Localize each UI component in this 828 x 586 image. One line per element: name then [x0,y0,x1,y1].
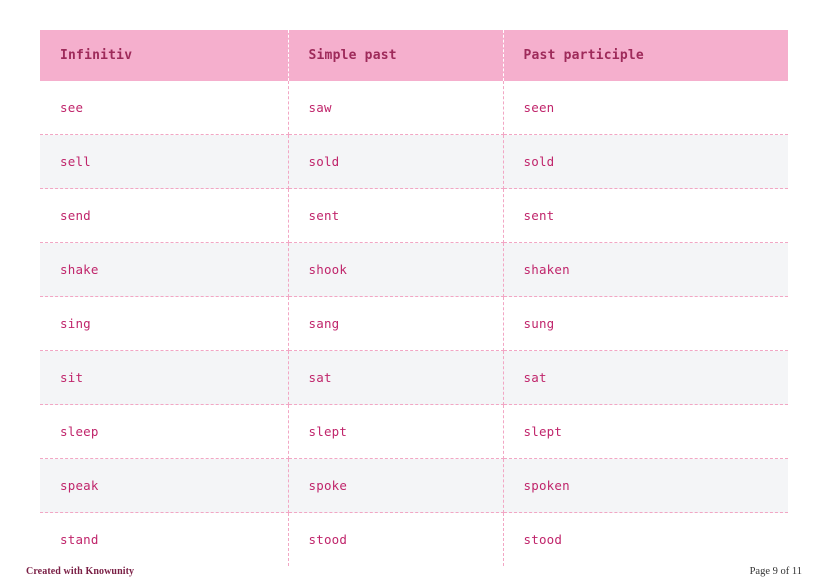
cell-past-participle: sat [503,351,788,405]
cell-past-participle: sung [503,297,788,351]
cell-past-participle: stood [503,513,788,567]
footer-credit: Created with Knowunity [26,566,135,577]
column-header-simple-past: Simple past [288,30,503,81]
column-header-infinitive: Infinitiv [40,30,288,81]
cell-infinitive: shake [40,243,288,297]
cell-infinitive: send [40,189,288,243]
cell-simple-past: sat [288,351,503,405]
table-row [40,81,788,135]
table-row [40,459,788,513]
cell-simple-past: sold [288,135,503,189]
table-header [40,30,788,81]
irregular-verbs-table [40,30,788,566]
cell-simple-past: shook [288,243,503,297]
cell-past-participle: seen [503,81,788,135]
column-header-past-participle: Past participle [503,30,788,81]
cell-simple-past: stood [288,513,503,567]
cell-simple-past: saw [288,81,503,135]
table-row [40,405,788,459]
cell-past-participle: shaken [503,243,788,297]
cell-infinitive: sit [40,351,288,405]
footer-page-number: Page 9 of 11 [749,566,802,577]
table-row [40,513,788,567]
table-row [40,135,788,189]
cell-infinitive: see [40,81,288,135]
cell-infinitive: sell [40,135,288,189]
cell-past-participle: sold [503,135,788,189]
table-header-row [40,30,788,81]
table-row [40,351,788,405]
cell-infinitive: sleep [40,405,288,459]
cell-past-participle: sent [503,189,788,243]
table-row [40,297,788,351]
cell-past-participle: slept [503,405,788,459]
cell-simple-past: slept [288,405,503,459]
table-row [40,243,788,297]
table-row [40,189,788,243]
cell-simple-past: spoke [288,459,503,513]
cell-infinitive: sing [40,297,288,351]
table-body [40,81,788,566]
cell-infinitive: stand [40,513,288,567]
cell-infinitive: speak [40,459,288,513]
cell-simple-past: sang [288,297,503,351]
cell-past-participle: spoken [503,459,788,513]
cell-simple-past: sent [288,189,503,243]
